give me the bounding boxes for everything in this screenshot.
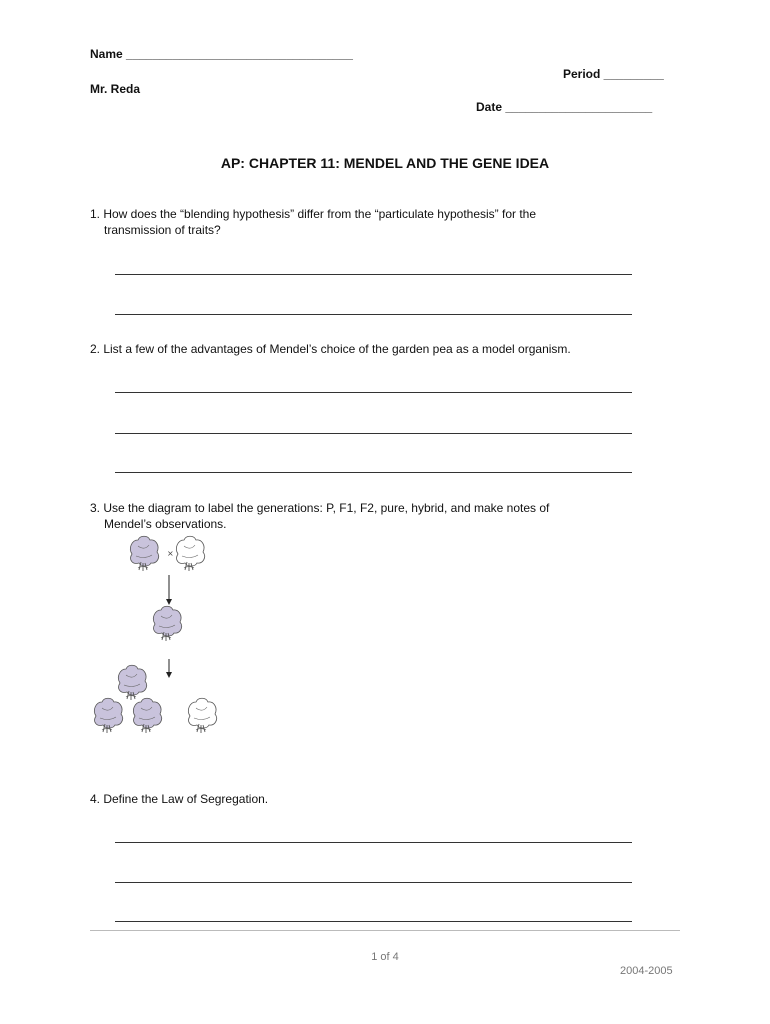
purple-flower-icon <box>118 665 146 700</box>
arrow-head-icon <box>166 599 172 605</box>
question-4 <box>90 791 268 807</box>
purple-flower-icon <box>130 536 158 571</box>
question-1-text-cont: transmission of traits? <box>104 223 221 237</box>
question-4-text: 4. Define the Law of Segregation. <box>90 792 269 806</box>
purple-flower-icon <box>133 698 161 733</box>
answer-line[interactable] <box>115 314 632 315</box>
question-3-text: 3. Use the diagram to label the generations: P, F1, F2, pure, hybrid, and make notes of <box>90 501 550 515</box>
question-1-text: 1. How does the “blending hypothesis” differ from the “particulate hypothesis” for the <box>90 207 537 221</box>
footer-divider <box>90 930 680 931</box>
question-3-text-cont: Mendel’s observations. <box>104 517 227 531</box>
question-1 <box>90 206 536 238</box>
mendel-cross-diagram <box>88 533 228 738</box>
arrow-head-icon <box>166 672 172 678</box>
cross-symbol: × <box>167 549 174 558</box>
page-title: AP: CHAPTER 11: MENDEL AND THE GENE IDEA <box>220 155 550 171</box>
answer-line[interactable] <box>115 274 632 275</box>
school-year: 2004-2005 <box>620 965 673 977</box>
answer-line[interactable] <box>115 433 632 434</box>
page-number: 1 of 4 <box>371 951 399 963</box>
date-field: Date ______________________ <box>476 100 653 114</box>
answer-line[interactable] <box>115 842 632 843</box>
question-2 <box>90 341 571 357</box>
question-3 <box>90 500 549 532</box>
purple-flower-icon <box>94 698 122 733</box>
question-2-text: 2. List a few of the advantages of Mendel’s choice of the garden pea as a model organism. <box>90 342 571 356</box>
name-field: Name __________________________________ <box>90 47 353 61</box>
white-flower-icon <box>188 698 216 733</box>
answer-line[interactable] <box>115 392 632 393</box>
purple-flower-icon <box>153 606 181 641</box>
white-flower-icon <box>176 536 204 571</box>
answer-line[interactable] <box>115 882 632 883</box>
answer-line[interactable] <box>115 472 632 473</box>
teacher-name: Mr. Reda <box>90 82 141 96</box>
answer-line[interactable] <box>115 921 632 922</box>
period-field: Period _________ <box>563 67 664 81</box>
